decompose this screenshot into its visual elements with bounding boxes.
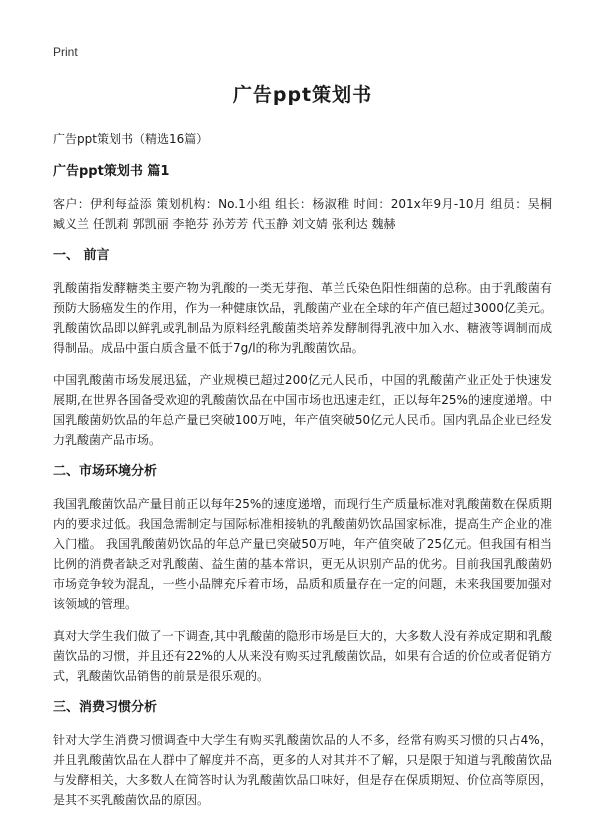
- section-heading-habits: 三、消费习惯分析: [53, 700, 158, 715]
- section-heading-preface: 一、 前言: [53, 248, 110, 263]
- paragraph: 乳酸菌指发酵糖类主要产物为乳酸的一类无芽孢、革兰氏染色阳性细菌的总称。由于乳酸菌有预防大肠癌发生的作用，作为一种健康饮品，乳酸菌产业在全球的年产值已超过3000亿美元。乳酸菌饮品即以鲜乳或乳制品为原料经乳酸菌类培养发酵制得乳液中加入水、糖液等调制而成得制品。成品中蛋白质含量不低于7g/l的称为乳酸菌饮品。: [53, 281, 552, 355]
- document-subtitle: 广告ppt策划书（精选16篇）: [53, 132, 209, 146]
- meta-paragraph: 客户：伊利每益添 策划机构：No.1小组 组长：杨淑稚 时间：201x年9月-10月 组员：吴桐 臧义兰 任凯莉 郭凯丽 李艳芬 孙芳芳 代玉静 刘文婧 张利达 魏赫: [53, 197, 552, 231]
- paragraph: 中国乳酸菌市场发展迅猛，产业规模已超过200亿元人民币，中国的乳酸菌产业正处于快速发展期,在世界各国备受欢迎的乳酸菌饮品在中国市场也迅速走红，正以每年25%的速度递增。中国乳酸菌奶饮品的年总产量已突破100万吨，年产值突破50亿元人民币。国内乳品企业已经发力乳酸菌产品市场。: [53, 373, 552, 447]
- paragraph: 针对大学生消费习惯调查中大学生有购买乳酸菌饮品的人不多，经常有购买习惯的只占4%，并且乳酸菌饮品在人群中了解度并不高，更多的人对其并不了解，只是限于知道与乳酸菌饮品与发酵相关，大多数人在简答时认为乳酸菌饮品口味好，但是存在保质期短、价位高等原因，是其不买乳酸菌饮品的原因。: [53, 733, 552, 807]
- print-label: Print: [53, 45, 78, 59]
- document-title: 广告ppt策划书: [232, 84, 373, 106]
- article-title: 广告ppt策划书 篇1: [53, 164, 170, 179]
- paragraph: 我国乳酸菌饮品产量目前正以每年25%的速度递增，而现行生产质量标准对乳酸菌数在保质期内的要求过低。我国急需制定与国际标准相接轨的乳酸菌奶饮品国家标准，提高生产企业的准入门槛。 我国乳酸菌奶饮品的年总产量已突破50万吨，年产值突破了25亿元。但我国有相当比例的消费者缺乏对乳酸菌、益生菌的基本常识，更无从识别产品的优劣。目前我国乳酸菌奶市场竞争较为混乱，一些小品牌充斥着市场，品质和质量存在一定的问题，未来我国要加强对该领域的管理。: [53, 497, 552, 611]
- section-heading-market: 二、市场环境分析: [53, 464, 158, 479]
- paragraph: 真对大学生我们做了一下调查,其中乳酸菌的隐形市场是巨大的，大多数人没有养成定期和乳酸菌饮品的习惯，并且还有22%的人从来没有购买过乳酸菌饮品，如果有合适的价位或者促销方式，乳酸菌饮品销售的前景是很乐观的。: [53, 629, 552, 683]
